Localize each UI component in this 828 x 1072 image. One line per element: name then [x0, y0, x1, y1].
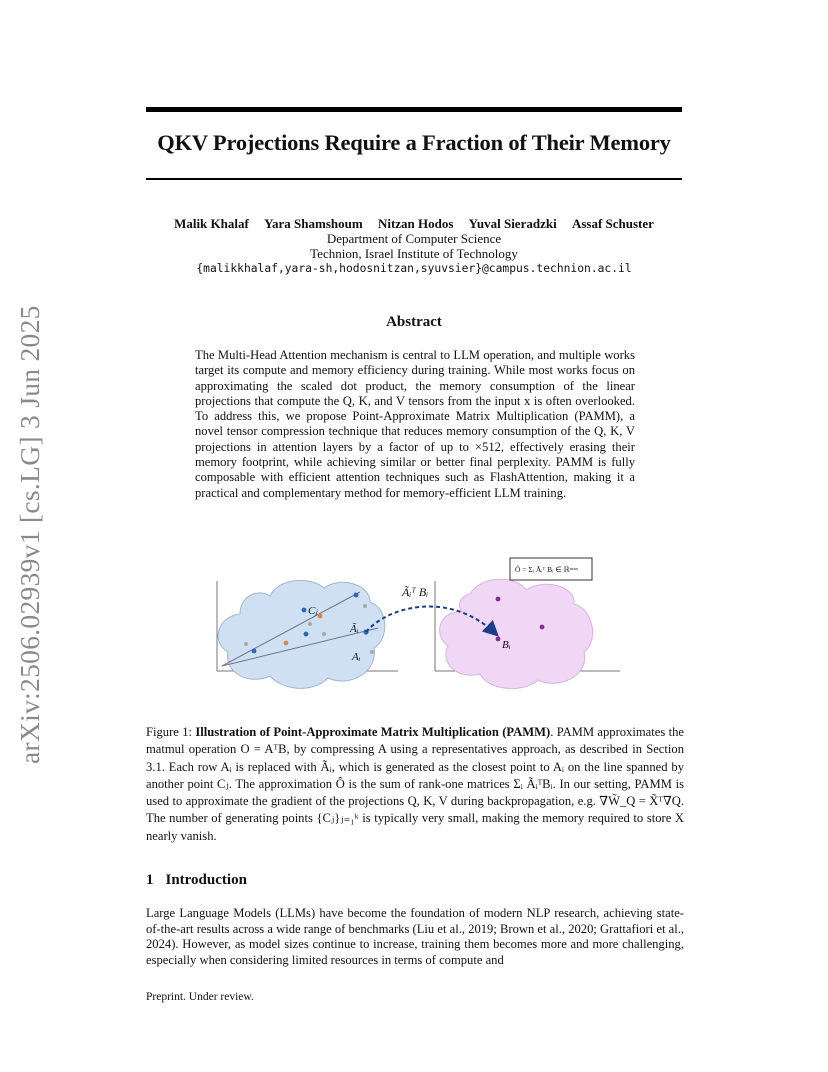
point-c-j	[302, 608, 307, 613]
section-heading	[146, 872, 247, 889]
label-a-i: Aᵢ	[352, 651, 361, 663]
abstract-text: The Multi-Head Attention mechanism is central to LLM operation, and multiple works target its compute and memory efficiency during training. While most works focus on approximating the scaled dot product, the memory consumption of the linear projections that compute the Q, K, and V tensors from the input x is often overlooked. To address this, we propose Point-Approximate Matrix Multiplication (PAMM), a novel tensor compression technique that reduces memory consumption of the Q, K, V projections in attention layers by a factor of up to ×512, effectively erasing their memory footprint, while achieving similar or better final perplexity. PAMM is fully composable with efficient attention techniques such as FlashAttention, making it a practical and complementary method for memory-efficient LLM training.	[195, 348, 635, 500]
section-number: 1	[146, 872, 154, 888]
author-name: Yuval Sieradzki	[468, 216, 557, 231]
author-name: Malik Khalaf	[174, 216, 249, 231]
figure-caption	[146, 724, 684, 845]
label-c-j: Cⱼ	[308, 605, 318, 617]
department: Department of Computer Science	[326, 231, 502, 246]
point-b-i	[496, 637, 501, 642]
arxiv-stamp: arXiv:2506.02939v1 [cs.LG] 3 Jun 2025	[14, 305, 45, 764]
label-arrow: Ãᵢᵀ Bᵢ	[402, 585, 429, 599]
point-gray	[244, 642, 248, 646]
author-names	[0, 216, 828, 231]
author-emails: {malikkhalaf,yara-sh,hodosnitzan,syuvsier}@campus.technion.ac.il	[196, 262, 632, 275]
caption-prefix: Figure 1:	[146, 725, 196, 739]
paper-title: QKV Projections Require a Fraction of Their Memory	[157, 130, 671, 155]
pamm-figure	[200, 548, 630, 708]
author-name: Yara Shamshoum	[264, 216, 363, 231]
point-gray	[322, 632, 326, 636]
section-title: Introduction	[165, 872, 247, 888]
point-orange	[284, 641, 289, 646]
title-top-rule	[146, 107, 682, 112]
caption-text: . PAMM approximates the matmul operation O = AᵀB, by compressing A using a representatives approach, as described in Section 3.1. Each row Aᵢ is replaced with Ãᵢ, which is generated as the closest point to Aᵢ on the line spanned by another point Cⱼ. The approximation Ô is the sum of rank-one matrices Σᵢ ÃᵢᵀBᵢ. In our setting, PAMM is used to approximate the gradient of the projections Q, K, V during backpropagation, e.g. ∇W̃_Q = X̃ᵀ∇Q. The number of generating points {Cⱼ}ⱼ₌₁ᵏ is typically very small, making the memory required to store X nearly vanish.	[146, 725, 684, 843]
abstract-heading: Abstract	[386, 314, 442, 330]
pamm-illustration	[200, 548, 630, 708]
author-name: Nitzan Hodos	[377, 216, 454, 231]
point-purple	[496, 597, 501, 602]
right-cloud	[440, 579, 593, 688]
point-purple	[540, 625, 545, 630]
author-block	[0, 216, 828, 276]
point-blue	[252, 649, 257, 654]
author-name: Assaf Schuster	[571, 216, 654, 231]
point-blue	[304, 632, 309, 637]
point-gray	[363, 604, 367, 608]
point-gray	[308, 622, 312, 626]
left-cloud	[218, 580, 385, 688]
label-b-i: Bᵢ	[502, 639, 511, 651]
title-bottom-rule	[146, 178, 682, 180]
intro-paragraph: Large Language Models (LLMs) have become the foundation of modern NLP research, achieving state-of-the-art results across a wide range of benchmarks (Liu et al., 2019; Brown et al., 2020; Grattafiori et al., 2024). However, as model sizes continue to increase, training them becomes more and more challenging, especially when considering limited resources in terms of compute and	[146, 906, 684, 967]
label-a-tilde: Ãᵢ	[350, 623, 359, 635]
formula-text: Ô = Σᵢ Ãᵢᵀ Bᵢ ∈ ℝᵐˣⁿ	[515, 565, 578, 574]
point-gray	[370, 650, 374, 654]
footer-note: Preprint. Under review.	[146, 991, 254, 1003]
institute: Technion, Israel Institute of Technology	[310, 246, 518, 261]
point-blue	[354, 593, 359, 598]
caption-bold: Illustration of Point-Approximate Matrix Multiplication (PAMM)	[195, 725, 551, 739]
point-orange	[318, 614, 323, 619]
